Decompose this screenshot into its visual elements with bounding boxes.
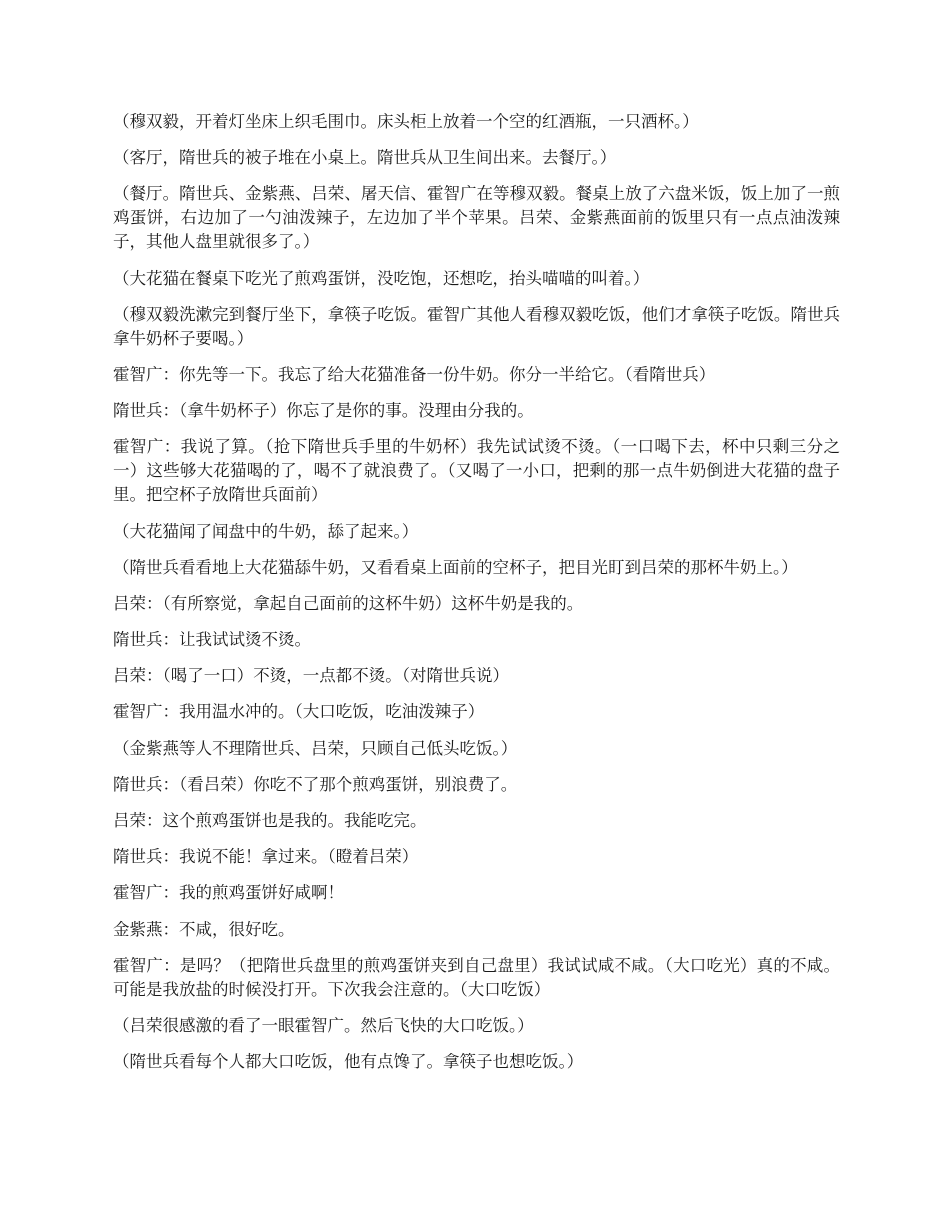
paragraph-dialogue: 霍智广：你先等一下。我忘了给大花猫准备一份牛奶。你分一半给它。（看隋世兵）: [113, 364, 716, 384]
paragraph-dialogue: 吕荣：（喝了一口）不烫，一点都不烫。（对隋世兵说）: [113, 666, 509, 686]
script-text-body: [113, 110, 840, 1086]
paragraph-dialogue: 霍智广：我说了算。（抢下隋世兵手里的牛奶杯）我先试试烫不烫。（一口喝下去，杯中只剩三分之一）这些够大花猫喝的了，喝不了就浪费了。（又喝了一小口，把剩的那一点牛奶倒进大花猫的盘子里。把空杯子放隋世兵面前）: [113, 437, 840, 505]
paragraph-stage-direction-dining-room: （餐厅。隋世兵、金紫燕、吕荣、屠天信、霍智广在等穆双毅。餐桌上放了六盘米饭，饭上加了一煎鸡蛋饼，右边加了一勺油泼辣子，左边加了半个苹果。吕荣、金紫燕面前的饭里只有一点点油泼辣子，其他人盘里就很多了。）: [113, 184, 840, 252]
paragraph-stage-direction: （大花猫闻了闻盘中的牛奶，舔了起来。）: [113, 521, 419, 541]
paragraph-dialogue: 霍智广：我的煎鸡蛋饼好咸啊！: [113, 883, 344, 903]
paragraph-dialogue: 吕荣：这个煎鸡蛋饼也是我的。我能吃完。: [113, 811, 427, 830]
paragraph-dialogue: 霍智广：我用温水冲的。（大口吃饭，吃油泼辣子）: [113, 702, 485, 722]
paragraph-dialogue: 隋世兵：我说不能！拿过来。（瞪着吕荣）: [113, 847, 419, 867]
paragraph-stage-direction-breakfast: （穆双毅洗漱完到餐厅坐下，拿筷子吃饭。霍智广其他人看穆双毅吃饭，他们才拿筷子吃饭。隋世兵拿牛奶杯子要喝。）: [113, 304, 840, 348]
paragraph-dialogue: 隋世兵：（拿牛奶杯子）你忘了是你的事。没理由分我的。: [113, 401, 534, 421]
paragraph-stage-direction-living-room: （客厅，隋世兵的被子堆在小桌上。隋世兵从卫生间出来。去餐厅。）: [113, 148, 617, 168]
paragraph-dialogue: 隋世兵：让我试试烫不烫。: [113, 630, 311, 650]
paragraph-dialogue: 霍智广：是吗？（把隋世兵盘里的煎鸡蛋饼夹到自己盘里）我试试咸不咸。（大口吃光）真的不咸。可能是我放盐的时候没打开。下次我会注意的。（大口吃饭）: [113, 955, 840, 999]
paragraph-stage-direction: （金紫燕等人不理隋世兵、吕荣，只顾自己低头吃饭。）: [113, 738, 518, 758]
paragraph-dialogue: 隋世兵：（看吕荣）你吃不了那个煎鸡蛋饼，别浪费了。: [113, 774, 518, 794]
paragraph-stage-direction-bedroom: （穆双毅，开着灯坐床上织毛围巾。床头柜上放着一个空的红酒瓶，一只酒杯。）: [113, 112, 699, 131]
paragraph-stage-direction: （隋世兵看每个人都大口吃饭，他有点馋了。拿筷子也想吃饭。）: [113, 1052, 584, 1072]
paragraph-dialogue: 吕荣：（有所察觉，拿起自己面前的这杯牛奶）这杯牛奶是我的。: [113, 593, 584, 613]
paragraph-stage-direction-cat: （大花猫在餐桌下吃光了煎鸡蛋饼，没吃饱，还想吃，抬头喵喵的叫着。）: [113, 268, 650, 288]
paragraph-stage-direction: （吕荣很感激的看了一眼霍智广。然后飞快的大口吃饭。）: [113, 1015, 534, 1035]
paragraph-dialogue: 金紫燕：不咸，很好吃。: [113, 919, 295, 939]
paragraph-stage-direction: （隋世兵看看地上大花猫舔牛奶，又看看桌上面前的空杯子，把目光盯到吕荣的那杯牛奶上。）: [113, 557, 798, 577]
